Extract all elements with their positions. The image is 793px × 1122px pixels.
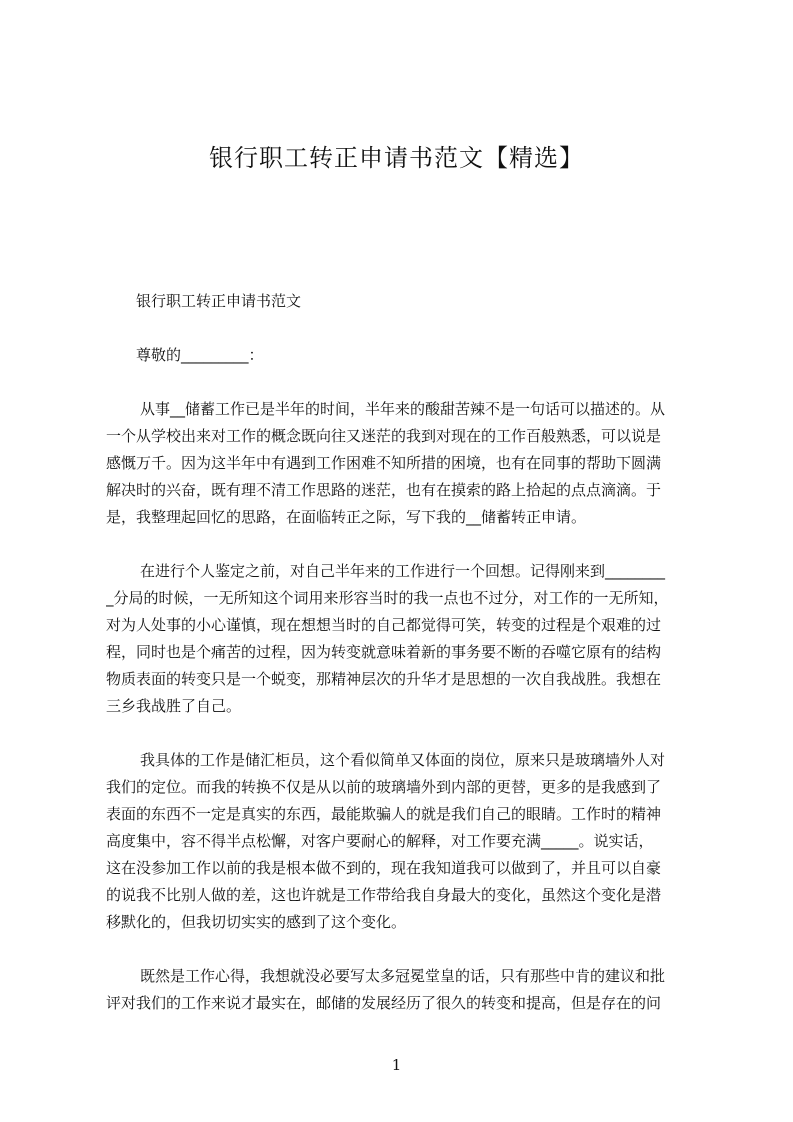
greeting: 尊敬的_________：	[136, 346, 264, 364]
paragraph-line: 一个从学校出来对工作的概念既向往又迷茫的我到对现在的工作百般熟悉，可以说是	[106, 427, 662, 445]
paragraph-line: 表面的东西不一定是真实的东西，最能欺骗人的就是我们自己的眼睛。工作时的精神	[106, 805, 662, 823]
paragraph-line: 感慨万千。因为这半年中有遇到工作困难不知所措的困境，也有在同事的帮助下圆满	[106, 454, 662, 472]
paragraph-line: 高度集中，容不得半点松懈，对客户要耐心的解释，对工作要充满_____。说实话，	[106, 832, 654, 850]
paragraph-line: 三乡我战胜了自己。	[106, 697, 242, 715]
paragraph-line: 我具体的工作是储汇柜员，这个看似简单又体面的岗位，原来只是玻璃墙外人对	[140, 751, 666, 769]
paragraph-line: 是，我整理起回忆的思路，在面临转正之际，写下我的__储蓄转正申请。	[106, 508, 587, 526]
paragraph-line: 评对我们的工作来说才最实在，邮储的发展经历了很久的转变和提高，但是存在的问	[106, 994, 662, 1012]
paragraph-line: 这在没参加工作以前的我是根本做不到的，现在我知道我可以做到了，并且可以自豪	[106, 859, 662, 877]
paragraph-line: 程，同时也是个痛苦的过程，因为转变就意味着新的事务要不断的吞噬它原有的结构	[106, 643, 662, 661]
paragraph-line: 从事__储蓄工作已是半年的时间，半年来的酸甜苦辣不是一句话可以描述的。从	[140, 400, 666, 418]
paragraph-line: 既然是工作心得，我想就没必要写太多冠冕堂皇的话，只有那些中肯的建议和批	[140, 967, 666, 985]
paragraph-line: 的说我不比别人做的差，这也许就是工作带给我自身最大的变化，虽然这个变化是潜	[106, 886, 662, 904]
document-subtitle: 银行职工转正申请书范文	[136, 292, 302, 310]
page-number: 1	[391, 1056, 402, 1074]
paragraph-line: 在进行个人鉴定之前，对自己半年来的工作进行一个回想。记得刚来到________	[140, 562, 666, 580]
paragraph-line: 移默化的，但我切切实实的感到了这个变化。	[106, 913, 407, 931]
document-title: 银行职工转正申请书范文【精选】	[209, 144, 584, 172]
paragraph-line: 对为人处事的小心谨慎，现在想想当时的自己都觉得可笑，转变的过程是个艰难的过	[106, 616, 662, 634]
paragraph-line: 我们的定位。而我的转换不仅是从以前的玻璃墙外到内部的更替，更多的是我感到了	[106, 778, 662, 796]
paragraph-line: _分局的时候，一无所知这个词用来形容当时的我一点也不过分，对工作的一无所知，	[106, 589, 669, 607]
paragraph-line: 解决时的兴奋，既有理不清工作思路的迷茫，也有在摸索的路上拾起的点点滴滴。于	[106, 481, 662, 499]
paragraph-line: 物质表面的转变只是一个蜕变，那精神层次的升华才是思想的一次自我战胜。我想在	[106, 670, 662, 688]
